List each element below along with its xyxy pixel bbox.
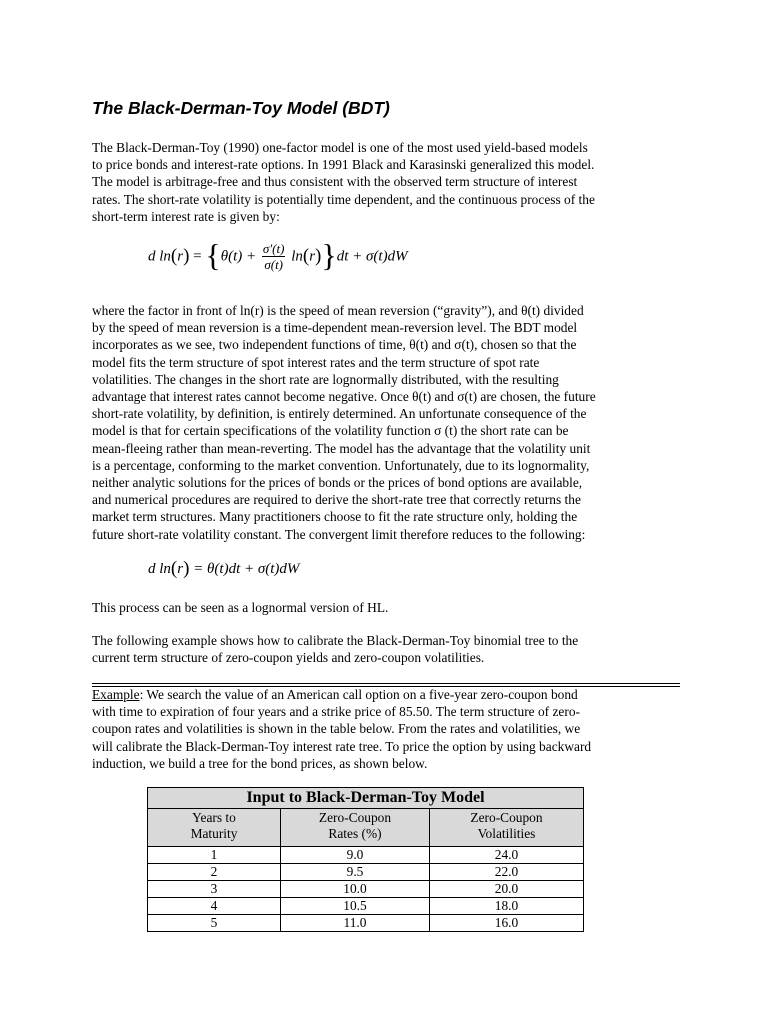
text-line: mean-fleeing rather than mean-reverting. The model has the advantage that the volatility unit: [92, 440, 591, 456]
paren-open: (: [170, 558, 178, 579]
text-line: volatilities. The changes in the short rate are lognormally distributed, with the resulting: [92, 371, 559, 387]
text-line: rates. The short-rate volatility is potentially time dependent, and the continuous process of the: [92, 191, 595, 207]
text-line: [92, 686, 682, 703]
paren-close: ): [315, 245, 322, 267]
table-cell: 2: [148, 864, 281, 881]
table-cell: 10.0: [281, 881, 430, 898]
eq-arg: r: [177, 248, 184, 265]
text-line: short-rate volatility, by definition, is entirely determined. An unfortunate consequence of the: [92, 406, 587, 422]
text-line: The Black-Derman-Toy (1990) one-factor model is one of the most used yield-based models: [92, 140, 588, 155]
table-caption: Input to Black-Derman-Toy Model: [148, 788, 584, 809]
table-caption-row: [148, 788, 584, 809]
text-line: advantage that interest rates cannot become negative. Once θ(t) and σ(t) are chosen, the future: [92, 389, 596, 405]
table-cell: 18.0: [430, 898, 584, 915]
lognormal-note: [92, 599, 682, 616]
text-line: and numerical procedures are required to derive the short-rate tree that correctly returns the: [92, 492, 581, 508]
intro-paragraph: [92, 139, 682, 225]
example-first-line: : We search the value of an American call option on a five-year zero-coupon bond: [139, 687, 578, 702]
table-row: [148, 847, 584, 864]
text-line: by the speed of mean reversion is a time-dependent mean-reversion level. The BDT model: [92, 320, 578, 336]
body-paragraph: [92, 302, 682, 543]
eq-lhs: d ln: [148, 248, 171, 265]
text-line: where the factor in front of ln(r) is the speed of mean reversion (“gravity”), and θ(t) divided: [92, 303, 584, 318]
convergent-equation: [148, 558, 299, 580]
text-line: induction, we build a tree for the bond prices, as shown below.: [92, 755, 428, 771]
table-cell: 4: [148, 898, 281, 915]
page-title: The Black-Derman-Toy Model (BDT): [92, 98, 390, 118]
table-cell: 1: [148, 847, 281, 864]
table-cell: 22.0: [430, 864, 584, 881]
text-line: market term structures. Many practitioners choose to fit the rate structure only, holding the: [92, 509, 578, 525]
divider-top: [92, 683, 680, 684]
text-line: will calibrate the Black-Derman-Toy interest rate tree. To price the option by using backward: [92, 738, 592, 754]
text-line: future short-rate volatility constant. The convergent limit therefore reduces to the following:: [92, 526, 586, 542]
text-line: incorporates as we see, two independent functions of time, θ(t) and σ(t), chosen so that the: [92, 337, 577, 353]
brace-close: }: [321, 237, 337, 273]
column-header-rates: Zero-Coupon Rates (%): [281, 809, 430, 847]
eq-lhs: d ln: [148, 561, 171, 577]
table-row: [148, 898, 584, 915]
table-row: [148, 864, 584, 881]
text-line: is a percentage, conforming to the market convention. Unfortunately, due to its lognormality,: [92, 457, 590, 473]
text-line: coupon rates and volatilities is shown in the table below. From the rates and volatilities, we: [92, 721, 581, 737]
text-line: current term structure of zero-coupon yields and zero-coupon volatilities.: [92, 650, 485, 666]
bdt-equation: [148, 237, 408, 273]
table-cell: 24.0: [430, 847, 584, 864]
example-intro-paragraph: [92, 632, 682, 666]
eq-theta: θ(t) +: [220, 248, 257, 265]
table-cell: 10.5: [281, 898, 430, 915]
table-cell: 5: [148, 915, 281, 932]
table-header-row: [148, 809, 584, 847]
example-paragraph: [92, 686, 682, 772]
text-line: The model is arbitrage-free and thus consistent with the observed term structure of interest: [92, 174, 578, 190]
paren-close: ): [183, 245, 190, 267]
column-header-volatilities: Zero-Coupon Volatilities: [430, 809, 584, 847]
text-line: The following example shows how to calibrate the Black-Derman-Toy binomial tree to the: [92, 633, 579, 648]
paren-open: (: [302, 245, 310, 267]
paren-close: ): [183, 558, 190, 579]
eq-tail: dt + σ(t)dW: [336, 248, 408, 265]
fraction-denominator: σ(t): [264, 257, 284, 272]
eq-ln: ln: [291, 248, 303, 265]
bdt-input-table: [147, 787, 584, 932]
eq-rhs: = θ(t)dt + σ(t)dW: [193, 561, 300, 577]
text-line: short-term interest rate is given by:: [92, 208, 280, 224]
text-line: neither analytic solutions for the prices of bonds or the prices of bond options are available,: [92, 475, 583, 491]
paren-open: (: [170, 245, 178, 267]
text-line: model fits the term structure of spot interest rates and the term structure of spot rate: [92, 354, 540, 370]
text-line: This process can be seen as a lognormal version of HL.: [92, 600, 389, 615]
table-row: [148, 915, 584, 932]
example-label: Example: [92, 687, 140, 702]
text-line: with time to expiration of four years and a strike price of 85.50. The term structure of zero-: [92, 704, 580, 720]
column-header-years: Years to Maturity: [148, 809, 281, 847]
text-line: model is that for certain specifications of the volatility function σ (t) the short rate can be: [92, 423, 569, 439]
table-cell: 11.0: [281, 915, 430, 932]
eq-arg: r: [309, 248, 316, 265]
table-cell: 3: [148, 881, 281, 898]
fraction: [262, 242, 286, 272]
eq-arg: r: [177, 561, 184, 577]
fraction-numerator: σ′(t): [262, 241, 285, 256]
brace-open: {: [205, 237, 221, 273]
table-cell: 20.0: [430, 881, 584, 898]
text-line: to price bonds and interest-rate options. In 1991 Black and Karasinski generalized this model.: [92, 157, 595, 173]
table-cell: 16.0: [430, 915, 584, 932]
table-cell: 9.5: [281, 864, 430, 881]
equals-sign: =: [193, 248, 202, 265]
table-row: [148, 881, 584, 898]
table-cell: 9.0: [281, 847, 430, 864]
